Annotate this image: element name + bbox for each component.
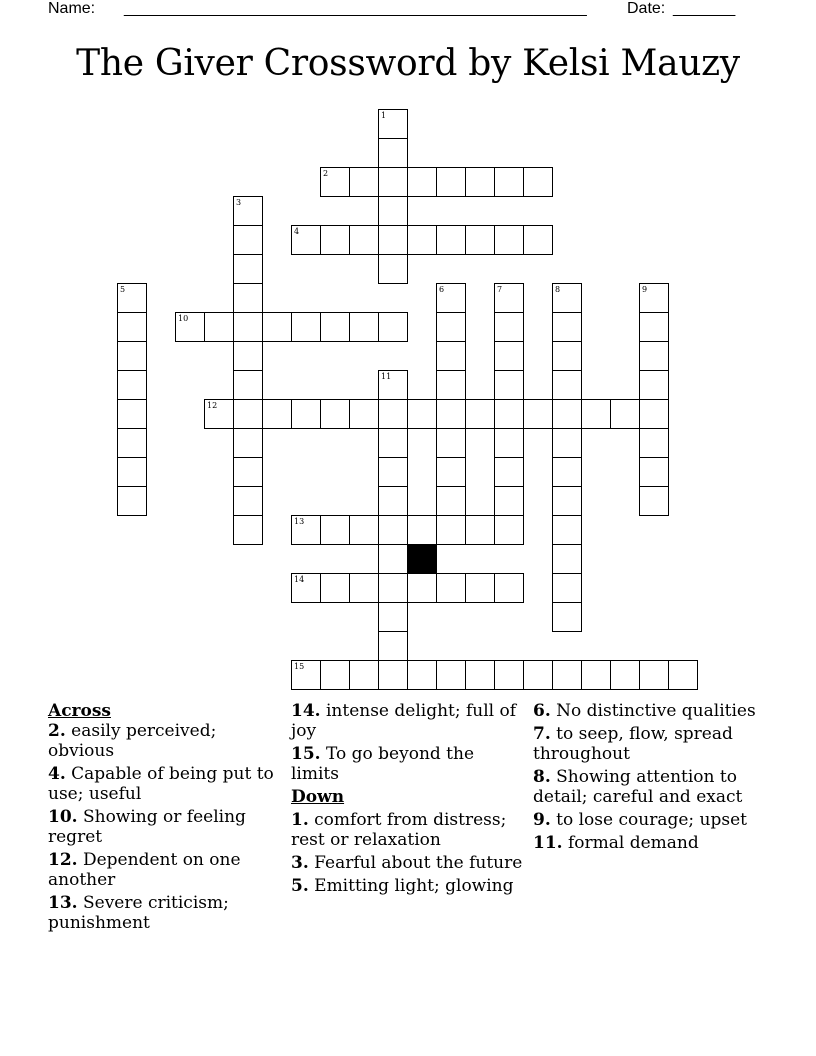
grid-cell[interactable] bbox=[552, 602, 582, 632]
grid-cell[interactable] bbox=[407, 515, 437, 545]
clue-text: No distinctive qualities bbox=[550, 701, 756, 721]
grid-cell[interactable] bbox=[639, 457, 669, 487]
clue-number-label: 8 bbox=[555, 285, 561, 294]
clue bbox=[291, 853, 526, 873]
clue-number: 15. bbox=[291, 744, 321, 764]
clue-number-label: 15 bbox=[294, 662, 305, 671]
grid-cell[interactable] bbox=[378, 573, 408, 603]
clue-text: easily perceived; obvious bbox=[48, 721, 217, 761]
grid-cell[interactable] bbox=[349, 167, 379, 197]
grid-cell[interactable] bbox=[378, 167, 408, 197]
clue-number-label: 6 bbox=[439, 285, 445, 294]
grid-cell[interactable] bbox=[523, 399, 553, 429]
grid-cell[interactable] bbox=[639, 428, 669, 458]
grid-cell[interactable] bbox=[465, 515, 495, 545]
grid-cell[interactable] bbox=[581, 399, 611, 429]
grid-cell[interactable] bbox=[233, 283, 263, 313]
grid-cell[interactable] bbox=[494, 167, 524, 197]
clue-text: Dependent on one another bbox=[48, 850, 241, 890]
grid-cell[interactable] bbox=[552, 399, 582, 429]
grid-cell[interactable] bbox=[436, 370, 466, 400]
clue-number-label: 10 bbox=[178, 314, 189, 323]
grid-cell[interactable] bbox=[494, 341, 524, 371]
grid-cell[interactable] bbox=[639, 283, 669, 313]
clues-column-1 bbox=[48, 701, 283, 936]
clue-list bbox=[291, 810, 526, 896]
grid-cell[interactable] bbox=[117, 457, 147, 487]
grid-cell[interactable] bbox=[494, 515, 524, 545]
grid-cell[interactable] bbox=[378, 370, 408, 400]
grid-cell[interactable] bbox=[349, 573, 379, 603]
grid-cell[interactable] bbox=[465, 167, 495, 197]
clue-number-label: 2 bbox=[323, 169, 329, 178]
grid-cell[interactable] bbox=[494, 573, 524, 603]
grid-cell[interactable] bbox=[494, 225, 524, 255]
grid-cell[interactable] bbox=[117, 399, 147, 429]
grid-cell[interactable] bbox=[436, 573, 466, 603]
grid-cell[interactable] bbox=[291, 660, 321, 690]
clue bbox=[533, 701, 768, 721]
grid-cell[interactable] bbox=[407, 167, 437, 197]
grid-cell[interactable] bbox=[233, 428, 263, 458]
grid-cell[interactable] bbox=[117, 428, 147, 458]
clue-text: comfort from distress; rest or relaxation bbox=[291, 810, 507, 850]
grid-cell[interactable] bbox=[378, 544, 408, 574]
grid-cell[interactable] bbox=[639, 660, 669, 690]
grid-cell[interactable] bbox=[233, 457, 263, 487]
grid-cell[interactable] bbox=[465, 573, 495, 603]
grid-cell[interactable] bbox=[552, 515, 582, 545]
grid-cell[interactable] bbox=[494, 370, 524, 400]
clue-number-label: 1 bbox=[381, 111, 387, 120]
clue-number: 1. bbox=[291, 810, 309, 830]
clue-number-label: 13 bbox=[294, 517, 305, 526]
across-heading: Across bbox=[48, 701, 111, 721]
clue-list bbox=[533, 701, 768, 853]
date-line[interactable]: _______ bbox=[673, 0, 736, 17]
grid-cell[interactable] bbox=[378, 602, 408, 632]
clue bbox=[48, 893, 283, 933]
clue-text: Showing attention to detail; careful and exact bbox=[533, 767, 743, 807]
grid-cell[interactable] bbox=[291, 573, 321, 603]
grid-cell[interactable] bbox=[378, 225, 408, 255]
grid-cell[interactable] bbox=[233, 225, 263, 255]
grid-cell[interactable] bbox=[291, 515, 321, 545]
clue bbox=[533, 810, 768, 830]
clue-number-label: 4 bbox=[294, 227, 300, 236]
grid-cell[interactable] bbox=[378, 312, 408, 342]
clue-number: 4. bbox=[48, 764, 66, 784]
down-heading: Down bbox=[291, 787, 345, 807]
grid-cell[interactable] bbox=[378, 109, 408, 139]
clue-number: 12. bbox=[48, 850, 78, 870]
clue-number: 10. bbox=[48, 807, 78, 827]
grid-cell[interactable] bbox=[436, 312, 466, 342]
grid-cell[interactable] bbox=[494, 660, 524, 690]
clue-number: 8. bbox=[533, 767, 551, 787]
grid-cell[interactable] bbox=[581, 660, 611, 690]
clue-number-label: 5 bbox=[120, 285, 126, 294]
grid-cell[interactable] bbox=[639, 399, 669, 429]
grid-cell[interactable] bbox=[291, 312, 321, 342]
clue bbox=[48, 721, 283, 761]
grid-cell[interactable] bbox=[436, 341, 466, 371]
grid-cell[interactable] bbox=[233, 254, 263, 284]
grid-cell[interactable] bbox=[320, 399, 350, 429]
grid-cell[interactable] bbox=[175, 312, 205, 342]
grid-cell[interactable] bbox=[320, 225, 350, 255]
grid-cell[interactable] bbox=[378, 486, 408, 516]
grid-cell[interactable] bbox=[233, 486, 263, 516]
grid-cell[interactable] bbox=[378, 399, 408, 429]
grid-cell[interactable] bbox=[552, 486, 582, 516]
clue-number: 13. bbox=[48, 893, 78, 913]
grid-cell[interactable] bbox=[552, 660, 582, 690]
grid-cell[interactable] bbox=[552, 370, 582, 400]
grid-cell[interactable] bbox=[117, 370, 147, 400]
name-line[interactable]: ____________________________________________________ bbox=[124, 0, 587, 17]
clues-column-2 bbox=[291, 701, 526, 899]
clue-number-label: 7 bbox=[497, 285, 503, 294]
clue-text: to lose courage; upset bbox=[550, 810, 747, 830]
grid-cell[interactable] bbox=[465, 660, 495, 690]
clue bbox=[291, 744, 526, 784]
grid-cell[interactable] bbox=[233, 370, 263, 400]
grid-cell[interactable] bbox=[407, 399, 437, 429]
clue bbox=[48, 807, 283, 847]
grid-cell[interactable] bbox=[639, 341, 669, 371]
clue-text: Showing or feeling regret bbox=[48, 807, 246, 847]
grid-cell[interactable] bbox=[320, 167, 350, 197]
grid-cell[interactable] bbox=[668, 660, 698, 690]
grid-cell[interactable] bbox=[320, 312, 350, 342]
clue bbox=[291, 810, 526, 850]
grid-cell[interactable] bbox=[494, 283, 524, 313]
grid-cell[interactable] bbox=[320, 660, 350, 690]
clue-number-label: 9 bbox=[642, 285, 648, 294]
clue-text: intense delight; full of joy bbox=[291, 701, 517, 741]
grid-cell[interactable] bbox=[233, 196, 263, 226]
grid-cell[interactable] bbox=[262, 312, 292, 342]
clue-number: 14. bbox=[291, 701, 321, 721]
clues-column-3 bbox=[533, 701, 768, 856]
grid-cell[interactable] bbox=[291, 399, 321, 429]
clue bbox=[48, 850, 283, 890]
grid-cell[interactable] bbox=[117, 312, 147, 342]
clue-number: 7. bbox=[533, 724, 551, 744]
grid-cell[interactable] bbox=[494, 399, 524, 429]
grid-cell[interactable] bbox=[523, 167, 553, 197]
grid-cell[interactable] bbox=[233, 515, 263, 545]
clue-text: formal demand bbox=[562, 833, 699, 853]
grid-cell[interactable] bbox=[204, 399, 234, 429]
grid-cell[interactable] bbox=[378, 457, 408, 487]
grid-cell[interactable] bbox=[436, 457, 466, 487]
grid-cell[interactable] bbox=[523, 225, 553, 255]
grid-cell[interactable] bbox=[349, 225, 379, 255]
grid-cell[interactable] bbox=[407, 660, 437, 690]
grid-cell[interactable] bbox=[436, 167, 466, 197]
name-label: Name: bbox=[48, 0, 96, 17]
clue-text: Capable of being put to use; useful bbox=[48, 764, 274, 804]
grid-cell[interactable] bbox=[436, 428, 466, 458]
clue bbox=[533, 724, 768, 764]
grid-cell[interactable] bbox=[320, 515, 350, 545]
grid-cell[interactable] bbox=[349, 515, 379, 545]
grid-cell[interactable] bbox=[378, 138, 408, 168]
grid-cell[interactable] bbox=[378, 660, 408, 690]
grid-cell[interactable] bbox=[204, 312, 234, 342]
grid-cell[interactable] bbox=[349, 660, 379, 690]
grid-cell[interactable] bbox=[436, 660, 466, 690]
grid-cell[interactable] bbox=[552, 457, 582, 487]
grid-cell[interactable] bbox=[349, 312, 379, 342]
clue-number-label: 3 bbox=[236, 198, 242, 207]
clue-text: To go beyond the limits bbox=[291, 744, 475, 784]
clue-number-label: 11 bbox=[381, 372, 392, 381]
clue bbox=[533, 767, 768, 807]
grid-cell[interactable] bbox=[552, 283, 582, 313]
grid-cell[interactable] bbox=[320, 573, 350, 603]
grid-cell[interactable] bbox=[552, 312, 582, 342]
clue bbox=[533, 833, 768, 853]
grid-cell[interactable] bbox=[494, 486, 524, 516]
clue-text: Fearful about the future bbox=[308, 853, 523, 873]
grid-cell[interactable] bbox=[407, 573, 437, 603]
grid-cell[interactable] bbox=[117, 486, 147, 516]
clue-number: 3. bbox=[291, 853, 309, 873]
clue bbox=[291, 701, 526, 741]
grid-cell[interactable] bbox=[378, 428, 408, 458]
grid-cell[interactable] bbox=[523, 660, 553, 690]
clue bbox=[48, 764, 283, 804]
grid-cell[interactable] bbox=[494, 428, 524, 458]
grid-cell[interactable] bbox=[262, 399, 292, 429]
grid-cell[interactable] bbox=[349, 399, 379, 429]
clue-list bbox=[291, 701, 526, 784]
grid-cell[interactable] bbox=[436, 225, 466, 255]
clue-number: 11. bbox=[533, 833, 563, 853]
grid-cell[interactable] bbox=[117, 341, 147, 371]
clue bbox=[291, 876, 526, 896]
grid-cell[interactable] bbox=[378, 515, 408, 545]
grid-cell[interactable] bbox=[233, 341, 263, 371]
grid-cell[interactable] bbox=[639, 486, 669, 516]
grid-cell[interactable] bbox=[436, 515, 466, 545]
grid-cell[interactable] bbox=[552, 341, 582, 371]
grid-cell[interactable] bbox=[378, 196, 408, 226]
black-square bbox=[407, 544, 437, 574]
clue-number: 5. bbox=[291, 876, 309, 896]
grid-cell[interactable] bbox=[610, 660, 640, 690]
grid-cell[interactable] bbox=[436, 283, 466, 313]
grid-cell[interactable] bbox=[639, 370, 669, 400]
grid-cell[interactable] bbox=[494, 312, 524, 342]
grid-cell[interactable] bbox=[639, 312, 669, 342]
grid-cell[interactable] bbox=[465, 225, 495, 255]
grid-cell[interactable] bbox=[436, 486, 466, 516]
grid-cell[interactable] bbox=[610, 399, 640, 429]
grid-cell[interactable] bbox=[233, 312, 263, 342]
page-title: The Giver Crossword by Kelsi Mauzy bbox=[76, 43, 740, 84]
grid-cell[interactable] bbox=[494, 457, 524, 487]
clue-number-label: 14 bbox=[294, 575, 305, 584]
grid-cell[interactable] bbox=[552, 544, 582, 574]
clue-text: to seep, flow, spread throughout bbox=[533, 724, 733, 764]
clue-number: 6. bbox=[533, 701, 551, 721]
grid-cell[interactable] bbox=[407, 225, 437, 255]
clue-number-label: 12 bbox=[207, 401, 218, 410]
grid-cell[interactable] bbox=[378, 631, 408, 661]
clue-number: 9. bbox=[533, 810, 551, 830]
date-label: Date: bbox=[627, 0, 666, 17]
grid-cell[interactable] bbox=[552, 573, 582, 603]
clue-number: 2. bbox=[48, 721, 66, 741]
grid-cell[interactable] bbox=[552, 428, 582, 458]
grid-cell[interactable] bbox=[291, 225, 321, 255]
grid-cell[interactable] bbox=[233, 399, 263, 429]
clue-list bbox=[48, 721, 283, 933]
grid-cell[interactable] bbox=[465, 399, 495, 429]
grid-cell[interactable] bbox=[436, 399, 466, 429]
clue-text: Severe criticism; punishment bbox=[48, 893, 229, 933]
grid-cell[interactable] bbox=[378, 254, 408, 284]
clue-text: Emitting light; glowing bbox=[308, 876, 514, 896]
grid-cell[interactable] bbox=[117, 283, 147, 313]
